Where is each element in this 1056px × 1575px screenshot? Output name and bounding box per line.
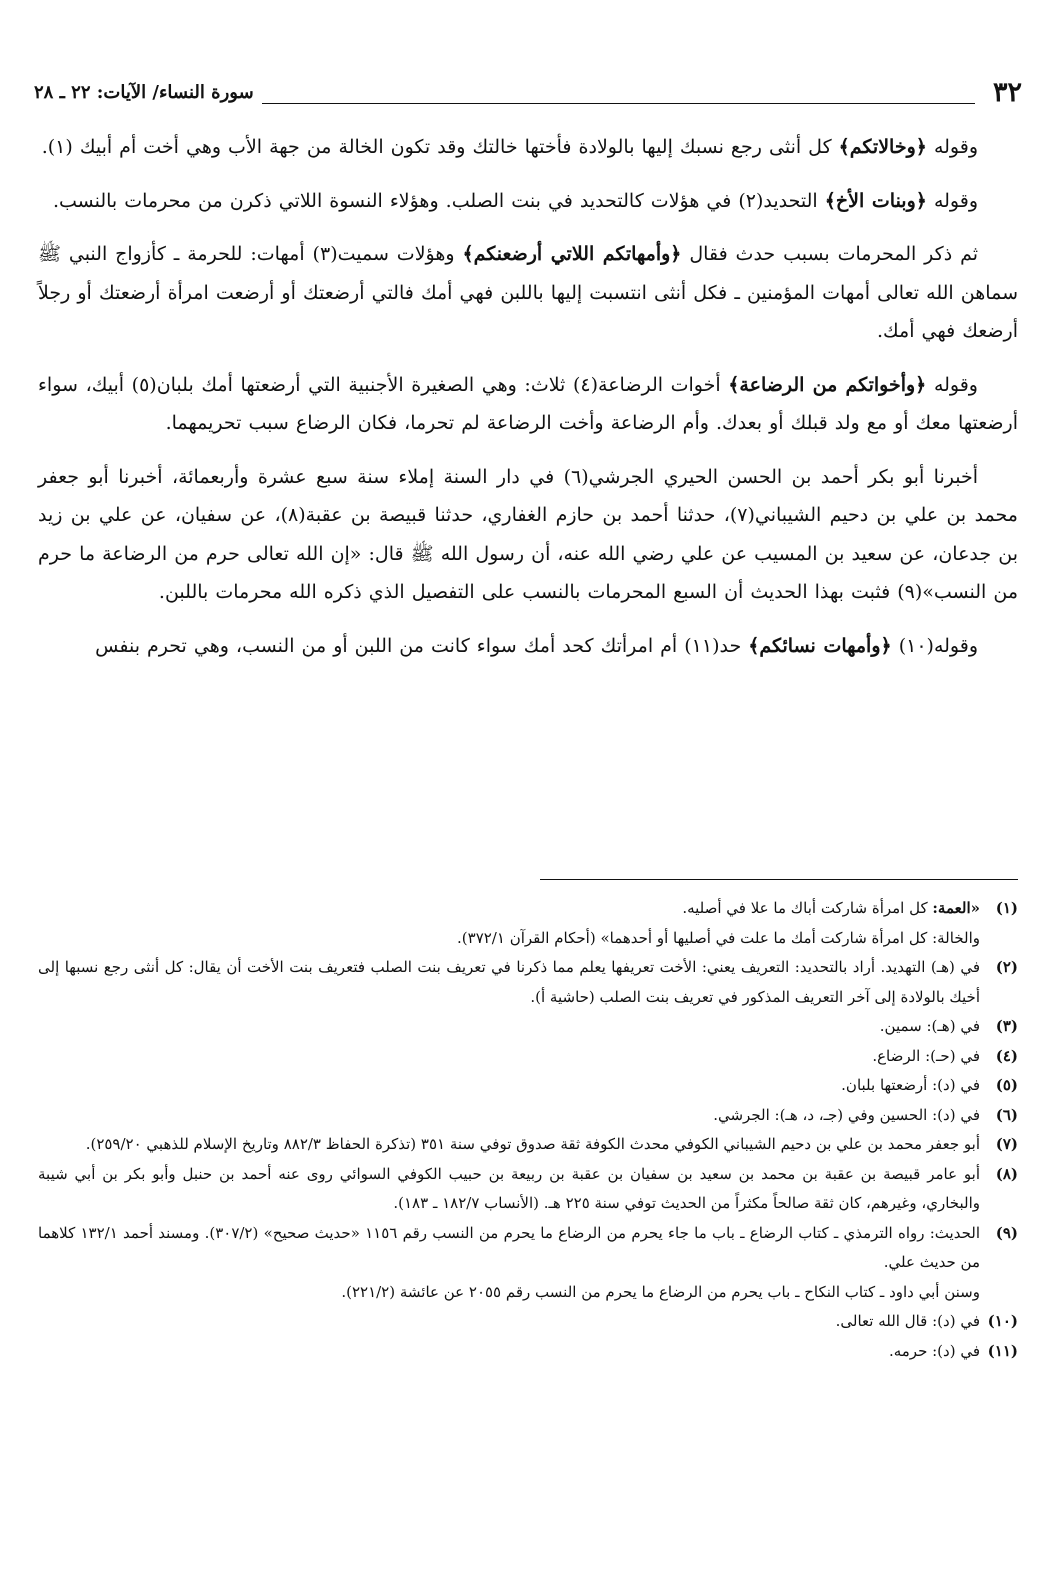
quran-term: ﴿وبنات الأخ﴾ [824,189,927,212]
hadith-paragraph: أخبرنا أبو بكر أحمد بن الحسن الحيري الجرشي(٦) في دار السنة إملاء سنة سبع عشرة وأربعمائة، أخبرنا أبو جعفر محمد بن علي بن دحيم الشيباني(٧)، حدثنا أحمد بن حازم الغفاري، حدثنا قبيصة بن عقبة(٨)، عن سفيان، عن علي بن زيد بن جدعان، عن سعيد بن المسيب عن علي رضي الله عنه، أن رسول الله ﷺ قال: «إن الله تعالى حرم من الرضاعة ما حرم من النسب»(٩) فثبت بهذا الحديث أن السبع المحرمات بالنسب على التفصيل الذي ذكره الله محرمات باللبن. [38,465,1018,603]
page-number: ٣٢ [992,76,1022,108]
footnotes [38,894,1018,1366]
quran-term: ﴿وأمهات نسائكم﴾ [748,634,892,657]
footnote: (٤) في (حـ): الرضاع. [38,1042,1018,1072]
quran-term: ﴿وخالاتكم﴾ [838,136,927,158]
footnote: (٦) في (د): الحسين وفي (جـ، د، هـ): الجرشي. [38,1101,1018,1131]
footnote-number: (٣) [995,1017,1018,1035]
body-paragraph: وقوله ﴿وبنات الأخ﴾ التحديد(٢) في هؤلات كالتحديد في بنت الصلب. وهؤلاء النسوة اللاتي ذكرن من محرمات بالنسب. [52,189,978,212]
main-text [38,128,1018,680]
footnote-number: (٢) [995,958,1018,976]
header-rule [262,103,975,104]
footnote: (١٠) في (د): قال الله تعالى. [38,1307,1018,1337]
footnote-number: (١) [995,899,1018,917]
footnote: (٧) أبو جعفر محمد بن علي بن دحيم الشيباني الكوفي محدث الكوفة ثقة صدوق توفي سنة ٣٥١ (تذكرة الحفاظ ٨٨٢/٣ وتاريخ الإسلام للذهبي ٢٥٩/٢٠). [38,1130,1018,1160]
footnote: (٩) الحديث: رواه الترمذي ـ كتاب الرضاع ـ باب ما جاء يحرم من الرضاع ما يحرم من النسب رقم ١١٥٦ «حديث صحيح» (٣٠٧/٢). ومسند أحمد ١٣٢/١ كلاهما من حديث علي. [38,1219,1018,1278]
footnote: (٣) في (هـ): سمين. [38,1012,1018,1042]
footnote-number: (٩) [995,1223,1018,1242]
body-paragraph: وقوله ﴿وخالاتكم﴾ كل أنثى رجع نسبك إليها بالولادة فأختها خالتك وقد تكون الخالة من جهة الأب وهي أخت أم أبيك (١). [41,136,978,158]
footnote-number: (٥) [995,1076,1018,1094]
footnote-number: (١١) [987,1341,1018,1360]
footnote-continuation: وسنن أبي داود ـ كتاب النكاح ـ باب يحرم من الرضاع ما يحرم من النسب رقم ٢٠٥٥ عن عائشة (٢٢١/٢). [341,1282,980,1301]
footnote-number: (١٠) [987,1312,1018,1330]
footnote: (٥) في (د): أرضعتها بلبان. [38,1071,1018,1101]
quran-term: ﴿وأخواتكم من الرضاعة﴾ [728,373,927,396]
footnote-separator [540,879,1018,880]
running-title: سورة النساء/ الآيات: ٢٢ ـ ٢٨ [34,81,254,103]
body-paragraph: وقوله ﴿وأخواتكم من الرضاعة﴾ أخوات الرضاعة(٤) ثلاث: وهي الصغيرة الأجنبية التي أرضعتها أمك بلبان(٥) أبيك، سواء أرضعتها معك أو مع ولد قبلك أو بعدك. وأم الرضاعة وأخت الرضاعة لم تحرما، فكان الرضاع سبب تحريمهما. [38,373,1018,434]
footnote-number: (٦) [995,1105,1018,1124]
footnote-number: (٧) [995,1135,1018,1153]
footnote: (٢) في (هـ) التهديد. أراد بالتحديد: التعريف يعني: الأخت تعريفها يعلم مما ذكرنا في تعريف بنت الصلب فتعريف بنت الأخت أن يقال: كل أنثى رجع نسبها إلى أخيك بالولادة إلى آخر التعريف المذكور في تعريف بنت الصلب (حاشية أ). [38,953,1018,1012]
body-paragraph: وقوله(١٠) ﴿وأمهات نسائكم﴾ حد(١١) أم امرأتك كحد أمك سواء كانت من اللبن أو من النسب، وهي تحرم بنفس [95,634,978,657]
footnote-number: (٨) [995,1164,1018,1183]
footnote: (١١) في (د): حرمه. [38,1337,1018,1367]
footnote-number: (٤) [995,1046,1018,1065]
quran-term: ﴿وأمهاتكم اللاتي أرضعنكم﴾ [462,243,682,265]
running-header [34,72,1022,112]
body-paragraph: ثم ذكر المحرمات بسبب حدث فقال ﴿وأمهاتكم اللاتي أرضعنكم﴾ وهؤلات سميت(٣) أمهات: للحرمة ـ كأزواج النبي ﷺ سماهن الله تعالى أمهات المؤمنين ـ فكل أنثى انتسبت إليها باللبن فهي أمك فالتي أرضعتك أو أرضعت امرأة أرضعتك أو رجلاً أرضعك فهي أمك. [38,243,1018,342]
footnote: (٨) أبو عامر قبيصة بن عقبة بن محمد بن سعيد بن سفيان بن عقبة بن ربيعة بن حبيب الكوفي السوائي روى عنه أحمد بن حنبل وأبو بكر بن أبي شيبة والبخاري، وغيرهم، كان ثقة صالحاً مكثراً من الحديث توفي سنة ٢٢٥ هـ. (الأنساب ١٨٢/٧ ـ ١٨٣). [38,1160,1018,1219]
footnote: (١) «العمة: كل امرأة شاركت أباك ما علا في أصليه. [38,894,1018,924]
footnote-continuation: والخالة: كل امرأة شاركت أمك ما علت في أصليها أو أحدهما» (أحكام القرآن ٣٧٢/١). [457,928,980,947]
